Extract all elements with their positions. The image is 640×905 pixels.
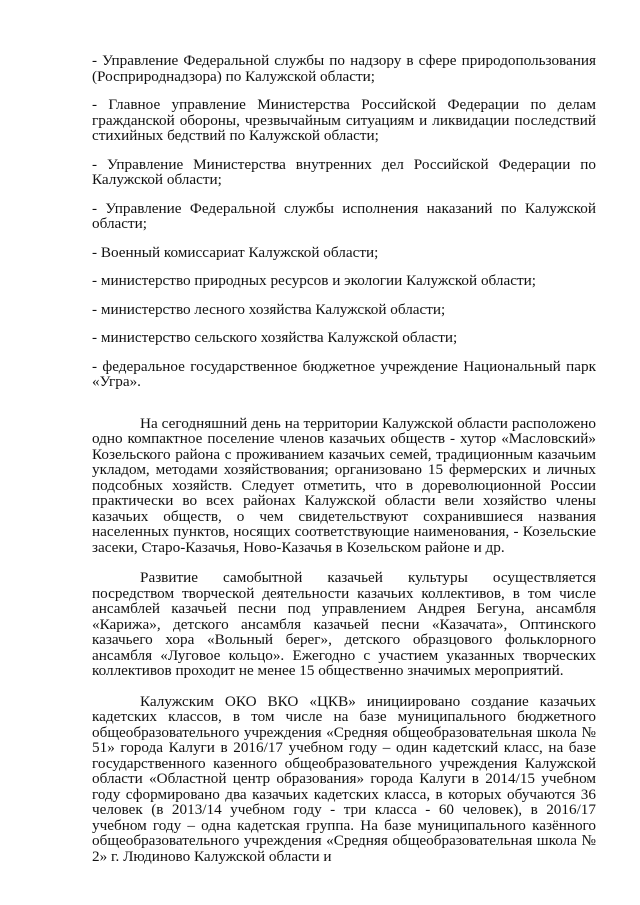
paragraph-cadet-classes: Калужским ОКО ВКО «ЦКВ» инициировано создание казачьих кадетских классов, в том числе на базе муниципального бюджетного общеобразовательного учреждения «Средняя общеобразовательная школа № 51» города Калуги в 2016/17 учебном году – один кадетский класс, на базе государственного казенного общеобразовательного учреждения Калужской области «Областной центр образования» города Калуги в 2014/15 учебном году сформировано два казачьих кадетских класса, в которых обучаются 36 человек (в 2013/14 учебном году - три класса - 60 человек), в 2016/17 учебном году – одна кадетская группа. На базе муниципального казённого общеобразовательного учреждения «Средняя общеобразовательная школа № 2» г. Людиново Калужской области и [92,692,596,865]
list-item-internal-affairs: - Управление Министерства внутренних дел Российской Федерации по Калужской области; [92,155,596,188]
document-text [92,53,596,864]
list-item-forestry-ministry: - министерство лесного хозяйства Калужской области; [92,300,446,318]
list-item-military-commissariat: - Военный комиссариат Калужской области; [92,243,379,261]
list-item-rosprirodnadzor: - Управление Федеральной службы по надзору в сфере природопользования (Росприроднадзора) по Калужской области; [92,52,596,85]
list-item-penitentiary-service: - Управление Федеральной службы исполнения наказаний по Калужской области; [92,199,596,232]
list-item-emergencies-ministry: - Главное управление Министерства Российской Федерации по делам гражданской обороны, чрезвычайным ситуациям и ликвидации последствий стихийных бедствий по Калужской области; [92,96,596,144]
list-item-agriculture-ministry: - министерство сельского хозяйства Калужской области; [92,329,458,346]
paragraph-cossack-culture: Развитие самобытной казачьей культуры осуществляется посредством творческой деятельности казачьих коллективов, в том числе ансамблей казачьей песни под управлением Андрея Бегуна, ансамбля «Карижа», детского ансамбля казачьей песни «Казачата», Оптинского казачьего хора «Вольный берег», детского образцового фольклорного ансамбля «Луговое кольцо». Ежегодно с участием указанных творческих коллективов проходит не менее 15 общественно значимых мероприятий. [92,569,596,679]
list-item-natural-resources-ministry: - министерство природных ресурсов и экологии Калужской области; [92,272,536,289]
paragraph-cossack-settlement: На сегодняшний день на территории Калужской области расположено одно компактное поселение членов казачьих обществ - хутор «Масловский» Козельского района с проживанием казачьих семей, традиционным казачьим укладом, методами хозяйствования; организовано 15 фермерских и личных подсобных хозяйств. Следует отметить, что в дореволюционной России практически во всех районах Калужской области вели хозяйство члены казачьих обществ, о чем свидетельствуют сохранившиеся названия населенных пунктов, носящих соответствующие наименования, - Козельские засеки, Старо-Казачья, Ново-Казачья в Козельском районе и др. [92,414,596,556]
list-item-national-park-ugra: - федеральное государственное бюджетное учреждение Национальный парк «Угра». [92,357,596,390]
